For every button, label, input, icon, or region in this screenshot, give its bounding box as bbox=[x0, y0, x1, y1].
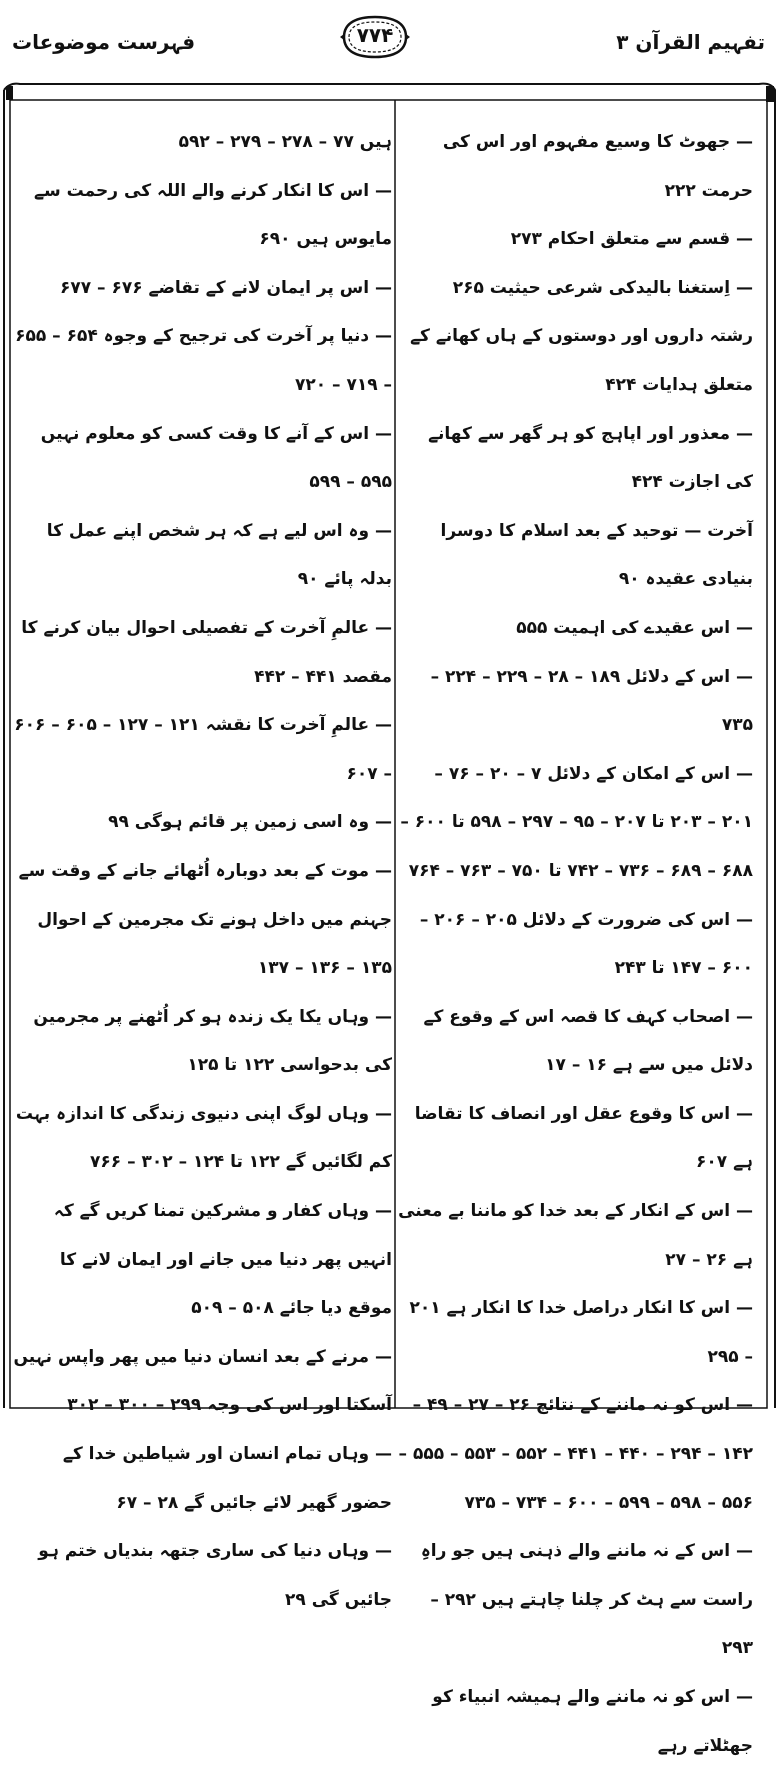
index-entry: — اس کا وقوع عقل اور انصاف کا تقاضا ہے ۶۰۷ bbox=[414, 1103, 753, 1173]
index-entry: — وہ اس لیے ہے کہ ہر شخص اپنے عمل کا بدلہ پائے ۹۰ bbox=[46, 520, 392, 590]
index-entry: — مرنے کے بعد انسان دنیا میں پھر واپس نہیں آسکتا اور اس کی وجہ ۲۹۹ – ۳۰۰ – ۳۰۲ bbox=[13, 1346, 392, 1416]
index-heading: آخرت — توحید کے بعد اسلام کا دوسرا بنیادی عقیدہ ۹۰ bbox=[440, 520, 753, 590]
index-entry: — اس کے آنے کا وقت کسی کو معلوم نہیں ۵۹۵ – ۵۹۹ bbox=[40, 423, 392, 493]
index-entry: — اس کے نہ ماننے والے ذہنی ہیں جو راہِ راست سے ہٹ کر چلنا چاہتے ہیں ۲۹۲ – ۲۹۳ bbox=[420, 1541, 753, 1659]
page-header bbox=[0, 0, 779, 78]
index-entry: — اس کے انکار کے بعد خدا کو ماننا بے معنی ہے ۲۶ – ۲۷ bbox=[398, 1201, 753, 1270]
page-number: ۷۷۴ bbox=[356, 23, 394, 47]
running-head-right: تفہیم القرآن ۳ bbox=[616, 30, 765, 54]
index-entry: — جھوٹ کا وسیع مفہوم اور اس کی حرمت ۲۲۲ bbox=[442, 132, 753, 201]
index-entry: — اس پر ایمان لانے کے تقاضے ۶۷۶ – ۶۷۷ bbox=[59, 277, 392, 298]
index-entry: — اس کو نہ ماننے کے نتائج ۲۶ – ۲۷ – ۴۹ – ۱۴۲ – ۲۹۴ – ۴۴۰ – ۴۴۱ – ۵۵۲ – ۵۵۳ – ۵۵۵ – ۵۵۶ – ۵۹۸ – ۵۹۹ – ۶۰۰ – ۷۳۴ – ۷۳۵ bbox=[398, 1395, 753, 1513]
index-entry: — اِستغنا بالیدکی شرعی حیثیت ۲۶۵ bbox=[452, 277, 753, 298]
index-column-right bbox=[398, 118, 753, 1756]
index-entry: — معذور اور اپاہج کو ہر گھر سے کھانے کی اجازت ۴۲۴ bbox=[428, 423, 753, 493]
index-entry: — وہاں تمام انسان اور شیاطین خدا کے حضور گھیر لائے جائیں گے ۲۸ – ۶۷ bbox=[62, 1444, 392, 1513]
index-entry: — وہاں کفار و مشرکین تمنا کریں گے کہ انہیں پھر دنیا میں جانے اور ایمان لانے کا موقع دیا جائے ۵۰۸ – ۵۰۹ bbox=[53, 1201, 392, 1319]
index-entry: — وہاں یکا یک زندہ ہو کر اُٹھنے پر مجرمین کی بدحواسی ۱۲۲ تا ۱۲۵ bbox=[33, 1006, 392, 1076]
index-entry: — موت کے بعد دوبارہ اُٹھائے جانے کے وقت سے جہنم میں داخل ہونے تک مجرمین کے احوال ۱۳۵ – ۱۳۶ – ۱۳۷ bbox=[18, 860, 392, 979]
index-entry: — دنیا پر آخرت کی ترجیح کے وجوہ ۶۵۴ – ۶۵۵ – ۷۱۹ – ۷۲۰ bbox=[15, 326, 392, 395]
index-entry: — اس کا انکار کرنے والے اللہ کی رحمت سے مایوس ہیں ۶۹۰ bbox=[34, 180, 392, 250]
index-entry: — اصحاب کہف کا قصہ اس کے وقوع کے دلائل میں سے ہے ۱۶ – ۱۷ bbox=[423, 1006, 753, 1076]
index-entry: — وہاں لوگ اپنی دنیوی زندگی کا اندازہ بہت کم لگائیں گے ۱۲۲ تا ۱۲۴ – ۳۰۲ – ۷۶۶ bbox=[15, 1103, 392, 1173]
index-column-left bbox=[12, 118, 392, 1610]
index-entry: ہیں ۷۷ – ۲۷۸ – ۲۷۹ – ۵۹۲ bbox=[178, 132, 392, 152]
index-entry: — اس کے امکان کے دلائل ۷ – ۲۰ – ۷۶ – ۲۰۱ – ۲۰۳ تا ۲۰۷ – ۹۵ – ۲۹۷ – ۵۹۸ تا ۶۰۰ – ۶۸۸ – ۶۸۹ – ۷۳۶ – ۷۴۲ تا ۷۵۰ – ۷۶۳ – ۷۶۴ bbox=[400, 763, 753, 881]
running-head-left: فہرست موضوعات bbox=[12, 30, 196, 54]
index-entry: — اس عقیدے کی اہمیت ۵۵۵ bbox=[516, 617, 753, 638]
index-entry: رشتہ داروں اور دوستوں کے ہاں کھانے کے متعلق ہدایات ۴۲۴ bbox=[410, 326, 753, 395]
index-entry: — اس کے دلائل ۱۸۹ – ۲۸ – ۲۲۹ – ۲۲۴ – ۷۳۵ bbox=[430, 666, 753, 736]
page-number-medallion bbox=[338, 14, 412, 60]
index-entry: — اس کا انکار دراصل خدا کا انکار ہے ۲۰۱ – ۲۹۵ bbox=[409, 1298, 753, 1367]
index-entry: — عالمِ آخرت کے تفصیلی احوال بیان کرنے کا مقصد ۴۴۱ – ۴۴۲ bbox=[21, 617, 392, 687]
index-entry: — اس کی ضرورت کے دلائل ۲۰۵ – ۲۰۶ – ۶۰۰ – ۱۴۷ تا ۲۴۳ bbox=[419, 909, 753, 979]
index-entry: — وہاں دنیا کی ساری جتھہ بندیاں ختم ہو جائیں گی ۲۹ bbox=[38, 1541, 392, 1610]
index-entry: — وہ اسی زمین پر قائم ہوگی ۹۹ bbox=[108, 812, 392, 833]
index-entry: — قسم سے متعلق احکام ۲۷۳ bbox=[510, 229, 753, 250]
index-entry: — عالمِ آخرت کا نقشہ ۱۲۱ – ۱۲۷ – ۶۰۵ – ۶۰۶ – ۶۰۷ bbox=[14, 715, 392, 784]
index-entry: — اس کو نہ ماننے والے ہمیشہ انبیاء کو جھٹلاتے رہے bbox=[432, 1687, 753, 1756]
